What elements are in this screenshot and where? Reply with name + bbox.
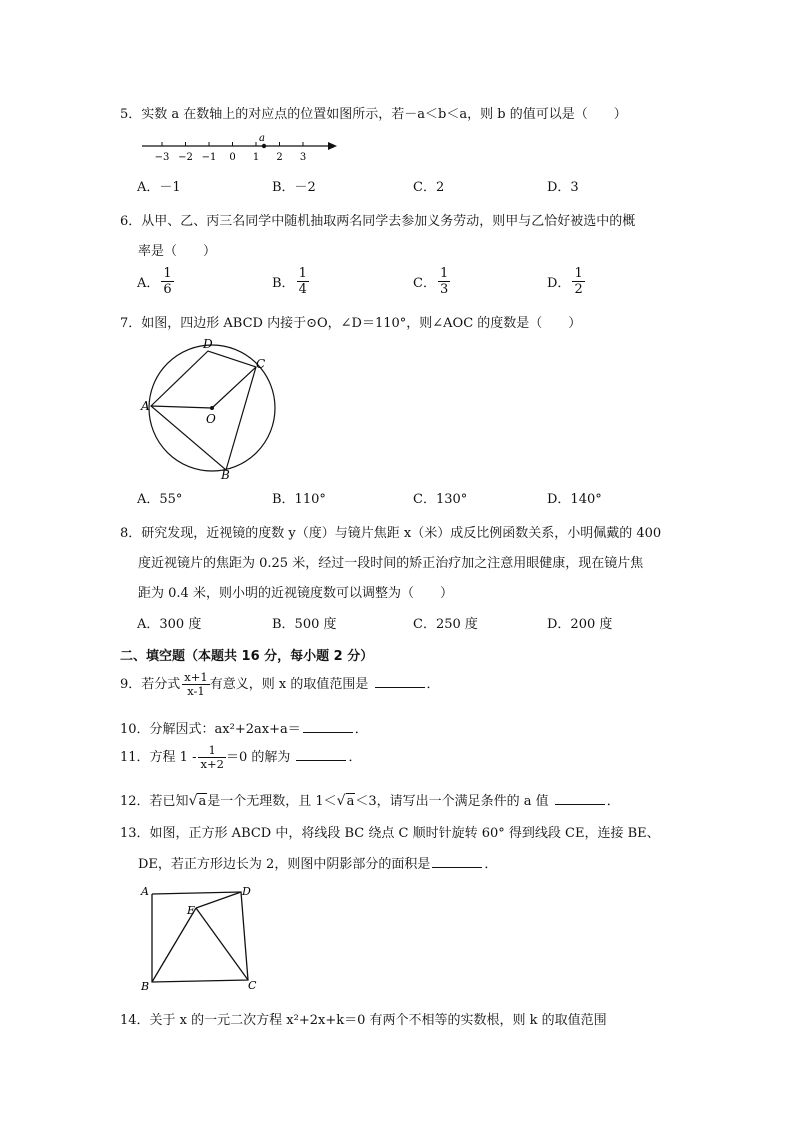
q6-choice-b[interactable]	[272, 266, 309, 297]
q8-choice-a[interactable]: A．300 度	[137, 617, 202, 632]
q7-line	[120, 312, 581, 331]
label-c: C	[256, 357, 266, 371]
q12-end: ．	[606, 794, 620, 809]
q6-line1	[120, 210, 635, 229]
q6-choice-d[interactable]	[547, 266, 585, 297]
q11-post: ＝0 的解为	[225, 750, 291, 765]
q11-answer-blank[interactable]	[296, 748, 346, 761]
q10-text: 分解因式：ax²+2ax+a＝	[149, 722, 301, 737]
label-b: B	[221, 468, 230, 482]
q12-answer-blank[interactable]	[555, 792, 605, 805]
q6-choices	[137, 266, 697, 304]
q12-number: 12．	[120, 794, 150, 809]
q6-choice-d-label: D．	[547, 276, 571, 291]
q5-text: 实数 a 在数轴上的对应点的位置如图所示，若－a＜b＜a，则 b 的值可以是（ ）	[141, 107, 627, 122]
q5-choice-a[interactable]: A．－1	[137, 180, 181, 195]
fraction-numerator: 1	[574, 266, 583, 281]
q5-choice-d[interactable]: D．3	[547, 180, 579, 195]
q6-choice-c-fraction	[438, 266, 450, 297]
q13-text-2: DE，若正方形边长为 2，则图中阴影部分的面积是	[138, 857, 431, 872]
q13-square-figure	[138, 882, 263, 994]
label-a: A	[141, 885, 149, 898]
q6-line2	[138, 240, 216, 259]
fraction-numerator: 1	[198, 744, 225, 758]
q14-line	[120, 1009, 607, 1028]
q10-answer-blank[interactable]	[303, 720, 353, 733]
point-a-label: a	[259, 133, 265, 144]
q5-line	[120, 103, 627, 122]
q11-line	[120, 744, 362, 771]
q5-choices	[137, 176, 697, 206]
q12-mid1: 是一个无理数，且 1＜	[207, 794, 337, 809]
sqrt-symbol: √	[336, 793, 346, 809]
q6-number: 6．	[120, 214, 142, 229]
q5-number: 5．	[120, 107, 142, 122]
q10-line	[120, 718, 368, 737]
fraction-denominator: x+2	[200, 757, 224, 771]
q13-line1	[120, 822, 660, 841]
segment-oc	[212, 367, 256, 408]
square-abcd	[152, 892, 248, 982]
label-c: C	[248, 979, 257, 992]
q13-line2	[138, 853, 497, 872]
sqrt-symbol: √	[188, 793, 198, 809]
fraction-denominator: 6	[163, 282, 172, 297]
q8-text-2: 度近视镜片的焦距为 0.25 米，经过一段时间的矫正治疗加之注意用眼健康，现在镜片焦	[138, 556, 644, 571]
q10-number: 10．	[120, 722, 150, 737]
label-d: D	[242, 885, 251, 898]
segment-be	[152, 908, 196, 982]
q11-pre: 方程 1 -	[149, 750, 197, 765]
q9-number: 9．	[120, 677, 142, 692]
fraction-numerator: 1	[298, 266, 307, 281]
q9-post: 有意义，则 x 的取值范围是	[209, 677, 369, 692]
q5-number-line	[140, 132, 340, 168]
q6-choice-a-label: A．	[137, 276, 160, 291]
q12-mid2: ＜3，请写出一个满足条件的 a 值	[355, 794, 549, 809]
fraction-denominator: 3	[439, 282, 449, 297]
q8-text-1: 研究发现，近视镜的度数 y（度）与镜片焦距 x（米）成反比例函数关系，小明佩戴的 400	[141, 526, 662, 541]
q13-text-1: 如图，正方形 ABCD 中，将线段 BC 绕点 C 顺时针旋转 60° 得到线段 CE，连接 BE、	[149, 826, 660, 841]
q6-choice-a-fraction	[161, 266, 173, 297]
q8-line1	[120, 522, 661, 541]
q6-choice-a[interactable]	[137, 266, 174, 297]
q11-end: ．	[348, 750, 362, 765]
label-e: E	[187, 904, 196, 917]
q8-number: 8．	[120, 526, 142, 541]
q7-choice-a[interactable]: A．55°	[137, 492, 183, 507]
q7-number: 7．	[120, 316, 142, 331]
q6-choice-c[interactable]	[413, 266, 450, 297]
number-line-tick-label: 3	[299, 152, 307, 163]
q6-text-2: 率是（ ）	[138, 244, 217, 259]
q8-choices	[137, 613, 697, 643]
point-a-marker	[262, 144, 266, 148]
q9-answer-blank[interactable]	[375, 675, 425, 688]
segment-ao	[151, 406, 212, 408]
fraction-denominator: x-1	[187, 684, 205, 698]
q8-text-3: 距为 0.4 米，则小明的近视镜度数可以调整为（ ）	[138, 586, 453, 601]
q9-end: ．	[426, 677, 440, 692]
number-line-tick-label: 0	[229, 152, 236, 163]
q9-line	[120, 671, 440, 698]
q10-end: ．	[354, 722, 368, 737]
number-line-tick-label: −1	[201, 152, 217, 163]
q12-radicand-1: a	[198, 794, 207, 809]
segment-ce	[196, 908, 248, 980]
number-line-tick-label: 2	[276, 152, 283, 163]
q14-text: 关于 x 的一元二次方程 x²+2x+k＝0 有两个不相等的实数根，则 k 的取值范围	[149, 1013, 607, 1028]
label-a: A	[141, 399, 150, 413]
q12-pre: 若已知	[149, 794, 189, 809]
center-o-dot	[210, 406, 214, 410]
number-line-tick-label: −3	[154, 152, 170, 163]
q8-choice-d[interactable]: D．200 度	[547, 617, 613, 632]
q6-choice-b-fraction	[297, 266, 309, 297]
q8-choice-c[interactable]: C．250 度	[413, 617, 478, 632]
q6-text-1: 从甲、乙、丙三名同学中随机抽取两名同学去参加义务劳动，则甲与乙恰好被选中的概	[141, 214, 636, 229]
q6-choice-c-label: C．	[413, 276, 436, 291]
number-line-tick-label: 1	[252, 152, 260, 163]
q9-pre: 若分式	[141, 677, 181, 692]
fraction-numerator: x+1	[184, 670, 208, 684]
label-o: O	[206, 412, 216, 426]
label-b: B	[141, 980, 150, 993]
fraction-numerator: 1	[163, 266, 172, 281]
q13-answer-blank[interactable]	[432, 855, 482, 868]
q11-number: 11．	[120, 750, 150, 765]
q6-choice-b-label: B．	[272, 276, 295, 291]
fraction-denominator: 4	[298, 282, 307, 297]
q13-end: ．	[484, 857, 498, 872]
q12-radicand-2: a	[346, 794, 355, 809]
label-d: D	[203, 337, 213, 351]
q11-fraction	[198, 744, 225, 771]
number-line-tick-label: −2	[178, 152, 193, 163]
q8-line3	[138, 582, 453, 601]
q5-choice-b[interactable]: B．－2	[272, 180, 316, 195]
section-title-fill-in: 二、填空题（本题共 16 分，每小题 2 分）	[120, 649, 374, 664]
q7-choice-b[interactable]: B．110°	[272, 492, 326, 507]
q7-choice-d[interactable]: D．140°	[547, 492, 602, 507]
q7-choice-c[interactable]: C．130°	[413, 492, 468, 507]
q14-number: 14．	[120, 1013, 150, 1028]
q6-choice-d-fraction	[572, 266, 584, 297]
fraction-numerator: 1	[439, 266, 449, 281]
q7-text: 如图，四边形 ABCD 内接于⊙O，∠D＝110°，则∠AOC 的度数是（ ）	[141, 316, 582, 331]
q7-circle-figure	[136, 334, 286, 484]
segment-de	[196, 892, 241, 908]
q7-choices	[137, 488, 697, 518]
q9-fraction	[182, 671, 209, 698]
fraction-denominator: 2	[574, 282, 583, 297]
q8-choice-b[interactable]: B．500 度	[272, 617, 337, 632]
q8-line2	[138, 552, 643, 571]
q12-line	[120, 790, 620, 809]
q5-choice-c[interactable]: C．2	[413, 180, 445, 195]
q13-number: 13．	[120, 826, 150, 841]
